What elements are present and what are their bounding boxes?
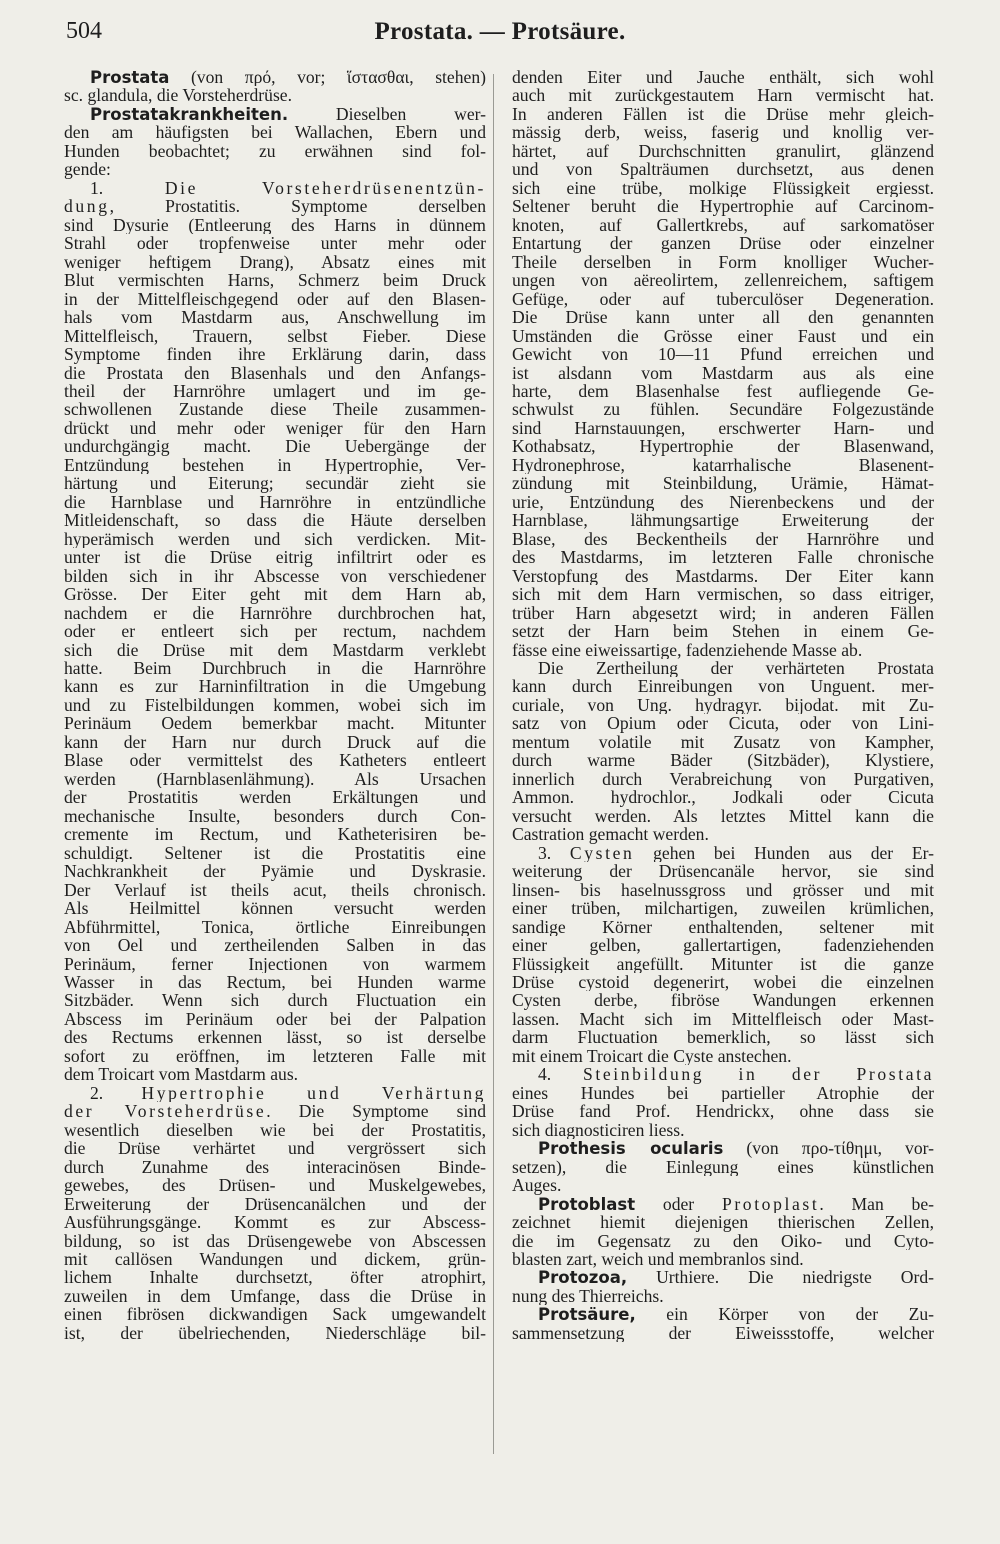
text-line [512, 1047, 934, 1065]
text-line [64, 567, 486, 585]
text-line [512, 197, 934, 215]
running-title: Prostata. — Protsäure. [374, 18, 626, 45]
spaced-heading: Steinbildung in der Prostata [583, 1065, 934, 1084]
text-line [64, 622, 486, 640]
text-line [64, 271, 486, 289]
body-text: (von προ-τίθημι, vor- [723, 1139, 934, 1158]
text-line [64, 511, 486, 529]
body-text: Grösse. Der Eiter geht mit dem Harn ab, [64, 585, 486, 604]
text-line [64, 1250, 486, 1268]
body-text: Urthiere. Die niedrigste Ord- [627, 1268, 934, 1287]
body-text: hatte. Beim Durchbruch in die Harnröhre [64, 659, 486, 678]
body-text: Symptome finden ihre Erklärung darin, dass [64, 345, 486, 364]
text-line [64, 1028, 486, 1046]
body-text: die im Gegensatz zu den Oiko- und Cyto- [512, 1231, 934, 1250]
spaced-heading: Die Vorsteherdrüsenentzün- [164, 178, 486, 198]
text-line [64, 253, 486, 271]
body-text: sammensetzung der Eiweissstoffe, welcher [512, 1323, 934, 1343]
body-text: bildung, so ist das Drüsengewebe von Abscessen [64, 1231, 486, 1250]
body-text: knoten, auf Gallertkrebs, auf sarkomatöser [512, 215, 934, 235]
text-line [512, 807, 934, 825]
body-text: blasten zart, weich und membranlos sind. [512, 1250, 804, 1269]
body-text: denden Eiter und Jauche enthält, sich wohl [512, 68, 934, 87]
body-text: sich die Drüse mit dem Mastdarm verklebt [64, 640, 486, 659]
body-text: weiterung der Drüsencanäle hervor, sie sind [512, 862, 934, 881]
text-line [64, 677, 486, 695]
body-text: (von πρό, vor; ἵστασθαι, stehen) [169, 68, 486, 87]
text-line [512, 1268, 934, 1286]
body-text: kann durch Einreibungen von Unguent. mer- [512, 677, 934, 696]
body-text: ist, der übelriechenden, Niederschläge bil- [64, 1323, 486, 1343]
body-text: . Die Symptome sind [266, 1102, 486, 1121]
body-text: weniger heftigem Drang), Absatz eines mit [64, 252, 486, 272]
body-text: durch warme Bäder (Sitzbäder), Klystiere, [512, 751, 934, 770]
text-line [64, 493, 486, 511]
text-line [64, 548, 486, 566]
body-text: sich mit dem Harn vermischen, so dass eitriger, [512, 585, 934, 604]
body-text: härtet, auf Durchschnitten granulirt, glänzend [512, 141, 934, 161]
body-text: die Prostata den Blasenhals und den Anfangs- [64, 363, 486, 382]
text-line [512, 123, 934, 141]
body-text: Als Heilmittel können versucht werden [64, 899, 486, 918]
body-text: nachdem er die Harnröhre durchbrochen hat, [64, 603, 486, 623]
text-line [512, 86, 934, 104]
body-text: Entartung der ganzen Drüse oder einzelner [512, 234, 934, 253]
body-text: gehen bei Hunden aus der Er- [634, 843, 934, 863]
text-line [64, 751, 486, 769]
page-number: 504 [66, 18, 102, 44]
text-line [512, 770, 934, 788]
body-text: lichem Inhalte durchsetzt, öfter atrophirt, [64, 1268, 486, 1287]
body-text: trüber Harn abgesetzt wird; in anderen Fällen [512, 603, 934, 623]
body-text: Theile derselben in Form knolliger Wucher- [512, 252, 934, 272]
entry-headword: Protsäure, [538, 1305, 636, 1324]
text-line [64, 991, 486, 1009]
text-line [512, 1158, 934, 1176]
body-text: Blase oder vermittelst des Katheters entleert [64, 751, 486, 770]
entry-headword: Prothesis ocularis [538, 1139, 724, 1158]
text-line [64, 216, 486, 234]
text-line [64, 105, 486, 123]
body-text: den am häufigsten bei Wallachen, Ebern und [64, 123, 486, 142]
body-text: Abscess im Perinäum oder bei der Palpation [64, 1009, 486, 1029]
body-text: gende: [64, 160, 111, 179]
text-line [512, 991, 934, 1009]
body-text: Strahl oder tropfenweise unter mehr oder [64, 234, 486, 253]
body-text: oder er entleert sich per rectum, nachdem [64, 622, 486, 641]
text-line [64, 400, 486, 418]
body-text: Die Zertheilung der verhärteten Prostata [538, 659, 934, 678]
text-line [64, 1195, 486, 1213]
text-line [64, 788, 486, 806]
text-line [512, 973, 934, 991]
text-line [64, 770, 486, 788]
text-line [512, 881, 934, 899]
text-line [64, 456, 486, 474]
body-text: versucht werden. Als letztes Mittel kann die [512, 806, 934, 826]
text-line [512, 345, 934, 363]
body-text: oder [635, 1194, 722, 1214]
spaced-heading: Cysten [569, 843, 635, 863]
body-text: mit callösen Wandungen und dickem, grün- [64, 1250, 486, 1269]
text-line [512, 160, 934, 178]
text-line [64, 1305, 486, 1323]
body-text: in der Mittelfleischgegend oder auf den Blasen- [64, 289, 486, 309]
body-text: ungen von aëreolirtem, zellenreichem, saftigem [512, 271, 934, 290]
body-text: drückt und mehr oder weniger für den Harn [64, 418, 486, 438]
right-column [512, 68, 934, 1342]
text-line [512, 290, 934, 308]
text-line [512, 364, 934, 382]
body-text: mentum volatile mit Zusatz von Kampher, [512, 732, 934, 752]
body-text: härtung und Eiterung; secundär zieht sie [64, 474, 486, 493]
body-text: sofort zu eröffnen, im letzteren Falle mit [64, 1046, 486, 1066]
body-text: kann der Harn nur durch Druck auf die [64, 732, 486, 752]
text-line [64, 86, 486, 104]
body-text: harte, dem Blasenhalse fest aufliegende Ge- [512, 381, 934, 401]
body-text: setzt der Harn beim Stehen in einem Ge- [512, 622, 934, 641]
text-line [512, 1195, 934, 1213]
text-line [64, 160, 486, 178]
body-text: kann es zur Harninfiltration in die Umgebung [64, 677, 486, 696]
body-text: Nachkrankheit der Pyämie und Dyskrasie. [64, 862, 486, 881]
body-text: sind Dysurie (Entleerung des Harns in dünnem [64, 215, 486, 235]
body-text: Wasser in das Rectum, bei Hunden warme [64, 972, 486, 992]
body-text: schwulst zu fühlen. Secundäre Folgezustände [512, 400, 934, 419]
text-line [64, 474, 486, 492]
body-text: gewebes, des Drüsen- und Muskelgewebes, [64, 1176, 486, 1195]
body-text: Mittelfleisch, Trauern, selbst Fieber. Diese [64, 326, 486, 346]
text-line [64, 290, 486, 308]
body-text: sandige Körner enthaltenden, seltener mit [512, 917, 934, 937]
body-text: zuweilen in dem Umfange, dass die Drüse in [64, 1286, 486, 1306]
text-line [512, 400, 934, 418]
text-line [64, 604, 486, 622]
text-line [64, 641, 486, 659]
text-line [512, 622, 934, 640]
text-line [64, 1065, 486, 1083]
body-text: Erweiterung der Drüsencanälchen und der [64, 1194, 486, 1214]
text-line [512, 474, 934, 492]
body-text: mechanische Insulte, besonders durch Con- [64, 806, 486, 826]
text-line [512, 271, 934, 289]
body-text: ist alsdann vom Mastdarm aus als eine [512, 363, 934, 382]
text-line [64, 1287, 486, 1305]
body-text: Entzündung bestehen in Hypertrophie, Ver- [64, 455, 486, 475]
text-line [64, 955, 486, 973]
text-line [512, 1028, 934, 1046]
text-line [64, 1139, 486, 1157]
text-line [512, 1213, 934, 1231]
text-line [64, 733, 486, 751]
text-line [64, 1010, 486, 1028]
text-line [512, 641, 934, 659]
text-line [512, 1324, 934, 1342]
text-line [512, 567, 934, 585]
body-text: und von Spalträumen durchsetzt, aus denen [512, 160, 934, 179]
text-line [64, 936, 486, 954]
text-line [512, 327, 934, 345]
body-text: nung des Thierreichs. [512, 1286, 664, 1306]
body-text: linsen- bis haselnussgross und grösser und mit [512, 880, 934, 900]
body-text: Ausführungsgänge. Kommt es zur Abscess- [64, 1213, 486, 1232]
text-line [64, 585, 486, 603]
text-line [64, 308, 486, 326]
text-line [512, 844, 934, 862]
body-text: schuldigt. Seltener ist die Prostatitis eine [64, 843, 486, 863]
body-text: lassen. Macht sich im Mittelfleisch oder Mast- [512, 1009, 934, 1029]
body-text: Gefüge, oder auf tuberculöser Degeneration. [512, 289, 934, 309]
text-line [64, 825, 486, 843]
text-line [64, 1232, 486, 1250]
text-line [512, 179, 934, 197]
body-text: Kothabsatz, Hypertrophie der Blasenwand, [512, 437, 934, 456]
body-text: unter ist die Drüse eitrig infiltrirt oder es [64, 548, 486, 567]
text-line [64, 1176, 486, 1194]
body-text: Cysten derbe, fibröse Wandungen erkennen [512, 991, 934, 1010]
text-line [512, 936, 934, 954]
body-text: cremente im Rectum, und Katheterisiren be- [64, 825, 486, 844]
body-text: 3. [538, 843, 570, 863]
text-line [512, 1232, 934, 1250]
body-text: theil der Harnröhre umlagert und im ge- [64, 381, 486, 401]
body-text: des Rectums erkennen lässt, so ist derselbe [64, 1028, 486, 1047]
body-text: von Oel und zertheilenden Salben in das [64, 936, 486, 955]
entry-headword: Prostata [90, 68, 170, 87]
body-text: auch mit zurückgestautem Harn vermischt hat. [512, 86, 934, 105]
body-text: Castration gemacht werden. [512, 825, 709, 844]
body-text: Ammon. hydrochlor., Jodkali oder Cicuta [512, 788, 934, 807]
text-line [512, 1250, 934, 1268]
body-text: eines Hundes bei partieller Atrophie der [512, 1083, 934, 1103]
text-line [512, 918, 934, 936]
body-text: Flüssigkeit angefüllt. Mitunter ist die ganze [512, 954, 934, 973]
body-text: sich eine trübe, molkige Flüssigkeit ergiesst. [512, 178, 934, 198]
body-text: sc. glandula, die Vorsteherdrüse. [64, 86, 293, 105]
body-text: dem Troicart vom Mastdarm aus. [64, 1065, 299, 1084]
body-text: 2. [90, 1083, 142, 1103]
text-line [512, 382, 934, 400]
text-line [512, 511, 934, 529]
text-line [512, 142, 934, 160]
text-line [512, 105, 934, 123]
text-line [512, 437, 934, 455]
text-line [64, 696, 486, 714]
body-text: In anderen Fällen ist die Drüse mehr gleich- [512, 104, 934, 124]
body-text: ein Körper von der Zu- [635, 1305, 934, 1324]
text-line [64, 807, 486, 825]
text-line [512, 733, 934, 751]
spaced-heading: der Vorsteherdrüse [64, 1102, 267, 1121]
text-line [512, 604, 934, 622]
body-text: Perinäum Oedem bemerkbar macht. Mitunter [64, 714, 486, 733]
text-line [512, 548, 934, 566]
text-line [512, 216, 934, 234]
text-line [512, 585, 934, 603]
body-text: werden (Harnblasenlähmung). Als Ursachen [64, 769, 486, 789]
body-text: Harnblase, lähmungsartige Erweiterung der [512, 511, 934, 530]
text-line [64, 844, 486, 862]
text-line [64, 234, 486, 252]
body-text: innerlich durch Verabreichung von Purgativen, [512, 769, 934, 789]
text-line [64, 179, 486, 197]
text-line [512, 788, 934, 806]
text-line [512, 1084, 934, 1102]
body-text: und zu Fistelbildungen kommen, wobei sich im [64, 695, 486, 715]
text-line [512, 456, 934, 474]
body-text: curiale, von Ung. hydragyr. bijodat. mit Zu- [512, 695, 934, 715]
body-text: Der Verlauf ist theils acut, theils chronisch. [64, 880, 486, 900]
body-text: Blase, des Beckentheils der Harnröhre und [512, 529, 934, 549]
entry-headword: Prostatakrankheiten. [90, 104, 289, 124]
text-line [64, 899, 486, 917]
text-line [64, 364, 486, 382]
body-text: Abführmittel, Tonica, örtliche Einreibungen [64, 917, 486, 937]
entry-headword: Protoblast [538, 1194, 636, 1214]
body-text: Verstopfung des Mastdarms. Der Eiter kann [512, 566, 934, 586]
body-text: zündung mit Steinbildung, Urämie, Hämat- [512, 474, 934, 493]
entry-headword: Protozoa, [538, 1268, 628, 1287]
body-text: mit einem Troicart die Cyste anstechen. [512, 1046, 792, 1066]
text-line [64, 973, 486, 991]
text-line [512, 899, 934, 917]
body-text: einer trüben, milchartigen, zuweilen krümlichen, [512, 899, 934, 918]
body-text: mässig derb, weiss, faserig und knollig ver- [512, 123, 934, 142]
text-line [512, 825, 934, 843]
text-line [512, 1139, 934, 1157]
text-line [64, 530, 486, 548]
text-line [512, 696, 934, 714]
body-text: bilden sich in ihr Abscesse von verschiedener [64, 566, 486, 586]
text-line [64, 68, 486, 86]
spaced-heading: Protoplast [721, 1194, 820, 1214]
text-line [512, 253, 934, 271]
body-text: hals vom Mastdarm aus, Anschwellung im [64, 308, 486, 327]
body-text: setzen), die Einlegung eines künstlichen [512, 1157, 934, 1177]
body-text: fässe eine eiweissartige, fadenziehende Masse ab. [512, 640, 863, 659]
text-line [64, 1084, 486, 1102]
text-line [512, 68, 934, 86]
text-line [512, 751, 934, 769]
body-text: Die Drüse kann unter all den genannten [512, 308, 934, 327]
text-line [512, 1287, 934, 1305]
body-text: schwollenen Zustande diese Theile zusammen- [64, 400, 486, 419]
text-line [512, 1176, 934, 1194]
body-text: . Man be- [819, 1194, 934, 1214]
text-line [512, 308, 934, 326]
text-line [512, 955, 934, 973]
text-line [64, 918, 486, 936]
body-text: , Prostatitis. Symptome derselben [109, 197, 486, 216]
text-line [64, 1158, 486, 1176]
spaced-heading: Hypertrophie und Verhärtung [141, 1083, 486, 1103]
body-text: Drüse cystoid degenerirt, wobei die einzelnen [512, 972, 934, 992]
text-line [512, 1010, 934, 1028]
body-text: Hunden beobachtet; zu erwähnen sind fol- [64, 141, 486, 161]
body-text: zeichnet hiemit diejenigen thierischen Zellen, [512, 1213, 934, 1232]
body-text: Perinäum, ferner Injectionen von warmem [64, 954, 486, 973]
text-line [512, 1305, 934, 1323]
body-text: Dieselben wer- [288, 104, 486, 124]
text-line [64, 1268, 486, 1286]
text-line [64, 123, 486, 141]
body-text: Drüse fand Prof. Hendrickx, ohne dass sie [512, 1102, 934, 1121]
text-line [64, 659, 486, 677]
text-line [512, 659, 934, 677]
body-text: Hydronephrose, katarrhalische Blasenent- [512, 455, 934, 475]
text-line [64, 437, 486, 455]
body-text: einen fibrösen dickwandigen Sack umgewandelt [64, 1305, 486, 1324]
text-line [512, 1065, 934, 1083]
text-line [512, 1102, 934, 1120]
body-text: Auges. [512, 1176, 562, 1195]
body-text: die Harnblase und Harnröhre in entzündliche [64, 492, 486, 512]
body-text: Sitzbäder. Wenn sich durch Fluctuation ein [64, 991, 486, 1010]
body-text: urie, Entzündung des Nierenbeckens und der [512, 492, 934, 512]
body-text: darm Fluctuation bemerklich, so lässt sich [512, 1028, 934, 1047]
text-line [64, 197, 486, 215]
text-line [512, 419, 934, 437]
body-text: Umständen die Grösse einer Faust und ein [512, 326, 934, 346]
body-text: einer gelben, gallertartigen, fadenziehenden [512, 936, 934, 955]
text-line [64, 1102, 486, 1120]
body-text: satz von Opium oder Cicuta, oder von Lini- [512, 714, 934, 733]
body-text: undurchgängig macht. Die Uebergänge der [64, 437, 486, 456]
column-divider [493, 74, 494, 1454]
body-text: Mitleidenschaft, so dass die Häute derselben [64, 511, 486, 530]
body-text: sind Harnstauungen, erschwerter Harn- und [512, 418, 934, 438]
text-line [512, 862, 934, 880]
text-line [64, 382, 486, 400]
text-line [64, 1121, 486, 1139]
text-line [64, 881, 486, 899]
text-line [512, 530, 934, 548]
left-column [64, 68, 486, 1342]
text-line [64, 345, 486, 363]
body-text: sich diagnosticiren liess. [512, 1120, 685, 1140]
body-text: die Drüse verhärtet und vergrössert sich [64, 1139, 486, 1158]
text-line [512, 234, 934, 252]
body-text: Gewicht von 10—11 Pfund erreichen und [512, 345, 934, 364]
body-text: 1. [90, 178, 165, 198]
text-line [512, 493, 934, 511]
body-text: der Prostatitis werden Erkältungen und [64, 788, 486, 807]
body-text: Seltener beruht die Hypertrophie auf Carcinom- [512, 197, 934, 216]
body-text: hyperämisch werden und sich verdicken. Mit- [64, 529, 486, 549]
text-line [512, 677, 934, 695]
text-line [512, 1121, 934, 1139]
body-text: wesentlich dieselben wie bei der Prostatitis, [64, 1120, 486, 1140]
text-line [64, 1213, 486, 1231]
text-line [64, 1047, 486, 1065]
body-text: 4. [538, 1065, 584, 1084]
page-header [0, 14, 1000, 54]
text-line [64, 327, 486, 345]
text-line [64, 419, 486, 437]
body-text: des Mastdarms, im letzteren Falle chronische [512, 548, 934, 567]
text-line [64, 714, 486, 732]
text-line [512, 714, 934, 732]
text-line [64, 142, 486, 160]
text-line [64, 1324, 486, 1342]
text-line [64, 862, 486, 880]
spaced-heading: dung [64, 197, 110, 216]
body-text: Blut vermischten Harns, Schmerz beim Druck [64, 271, 486, 290]
body-text: durch Zunahme des interacinösen Binde- [64, 1157, 486, 1177]
